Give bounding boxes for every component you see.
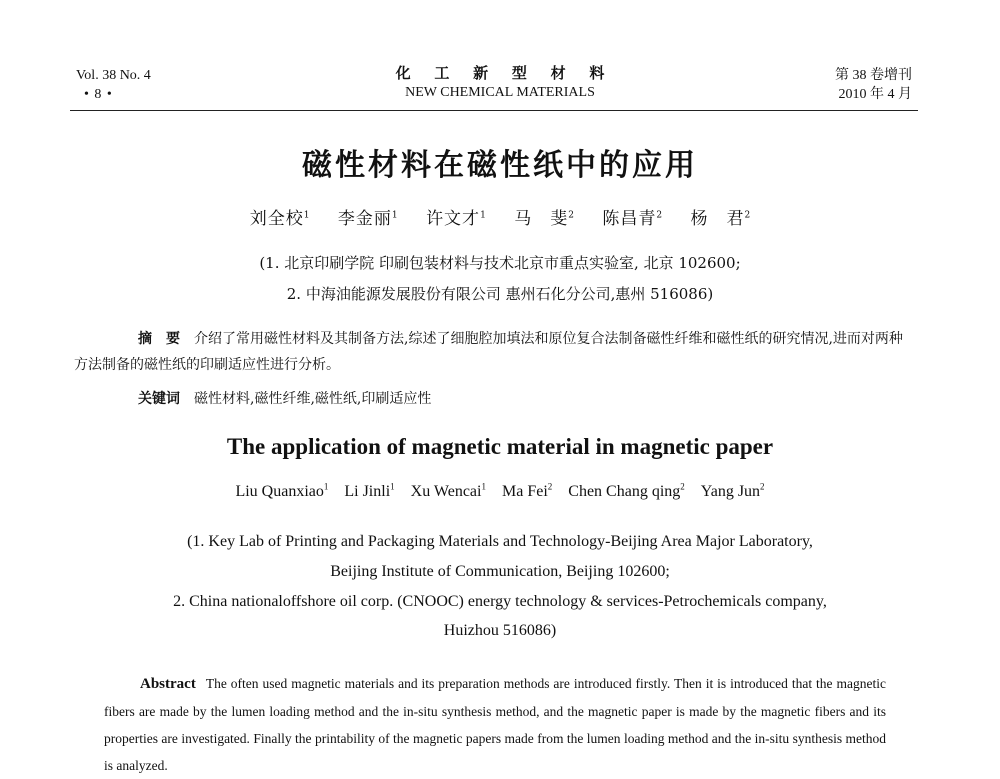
author-en bbox=[344, 483, 394, 500]
author-name: Li Jinli bbox=[344, 483, 391, 501]
affiliation-cn-2: 2. 中海油能源发展股份有限公司 惠州石化分公司,惠州 516086) bbox=[286, 285, 714, 303]
affiliation-en-2b: Huizhou 516086) bbox=[443, 622, 557, 639]
affiliation-en-1a: (1. Key Lab of Printing and Packaging Materials and Technology-Beijing Area Major Laboratory, bbox=[187, 533, 813, 550]
affiliation-mark: 2 bbox=[547, 482, 553, 492]
affiliation-mark: 2 bbox=[568, 210, 574, 221]
affiliation-en-2a: 2. China nationaloffshore oil corp. (CNOOC) energy technology & services-Petrochemicals company, bbox=[173, 593, 827, 610]
affiliation-mark: 1 bbox=[481, 482, 486, 492]
author-list-en bbox=[0, 482, 1000, 501]
author-cn bbox=[690, 209, 750, 229]
affiliation-cn-1: (1. 北京印刷学院 印刷包装材料与技术北京市重点实验室, 北京 102600; bbox=[259, 254, 741, 272]
abstract-label-en: Abstract bbox=[140, 676, 196, 692]
paper-title-en: The application of magnetic material in magnetic paper bbox=[226, 434, 774, 459]
author-name: Liu Quanxiao bbox=[235, 483, 324, 501]
author-cn bbox=[426, 209, 486, 229]
abstract-cn bbox=[74, 326, 904, 378]
running-header-left bbox=[76, 66, 151, 104]
author-cn bbox=[338, 209, 398, 229]
author-en bbox=[502, 483, 552, 500]
author-name: 马 斐 bbox=[514, 209, 569, 229]
journal-name-en: NEW CHEMICAL MATERIALS bbox=[405, 85, 595, 100]
affiliation-mark: 2 bbox=[680, 482, 685, 492]
author-list-cn bbox=[0, 204, 1000, 229]
author-name: 李金丽 bbox=[337, 209, 392, 229]
author-name: Ma Fei bbox=[501, 483, 548, 501]
affiliation-mark: 2 bbox=[760, 482, 765, 492]
affiliation-mark: 1 bbox=[480, 210, 486, 221]
journal-name-cn: 化 工 新 型 材 料 bbox=[395, 66, 615, 82]
running-header-right bbox=[835, 66, 912, 104]
volume-issue: Vol. 38 No. 4 bbox=[76, 68, 151, 83]
affiliation-mark: 2 bbox=[656, 210, 663, 221]
author-en bbox=[701, 483, 765, 500]
paper-title-cn: 磁性材料在磁性纸中的应用 bbox=[302, 148, 698, 183]
author-en bbox=[235, 483, 328, 500]
abstract-en bbox=[104, 670, 886, 779]
keywords-text-cn: 磁性材料,磁性纤维,磁性纸,印刷适应性 bbox=[194, 391, 432, 407]
affiliation-mark: 1 bbox=[390, 482, 395, 492]
affiliation-mark: 1 bbox=[303, 210, 310, 221]
affiliation-mark: 1 bbox=[391, 210, 398, 221]
author-name: Chen Chang qing bbox=[568, 483, 681, 501]
author-name: Xu Wencai bbox=[410, 483, 482, 501]
page-number: • 8 • bbox=[84, 87, 113, 102]
affiliation-en-1b: Beijing Institute of Communication, Beijing 102600; bbox=[330, 563, 670, 580]
author-name: 陈昌青 bbox=[602, 209, 657, 229]
abstract-text-cn: 介绍了常用磁性材料及其制备方法,综述了细胞腔加填法和原位复合法制备磁性纤维和磁性纸的研究情况,进而对两种方法制备的磁性纸的印刷适应性进行分析。 bbox=[74, 331, 903, 373]
abstract-label-cn: 摘 要 bbox=[138, 331, 180, 347]
header-rule bbox=[70, 110, 918, 111]
author-en bbox=[568, 483, 685, 500]
publication-date: 2010 年 4 月 bbox=[838, 87, 912, 102]
author-name: 许文才 bbox=[426, 209, 481, 229]
volume-supplement: 第 38 卷增刊 bbox=[835, 68, 912, 83]
journal-name bbox=[300, 64, 700, 102]
abstract-text-en: The often used magnetic materials and its preparation methods are introduced firstly. Then it is introduced that the magnetic fibers are made by the lumen loading method and the in-situ synthesis method, and the magnetic paper is made by the magnetic fibers and its properties are investigated. Finally the printability of the magnetic papers made from the lumen loading method and the in-situ synthesis method is analyzed. bbox=[104, 676, 886, 773]
author-name: Yang Jun bbox=[700, 483, 761, 501]
author-cn bbox=[514, 209, 574, 229]
author-cn bbox=[602, 209, 662, 229]
affiliation-mark: 2 bbox=[744, 210, 751, 221]
keywords-cn bbox=[74, 386, 904, 412]
author-name: 刘全校 bbox=[249, 209, 304, 229]
author-name: 杨 君 bbox=[690, 209, 745, 229]
author-en bbox=[411, 483, 486, 500]
author-cn bbox=[250, 209, 310, 229]
affiliation-mark: 1 bbox=[323, 482, 329, 492]
keywords-label-cn: 关键词 bbox=[138, 391, 180, 407]
